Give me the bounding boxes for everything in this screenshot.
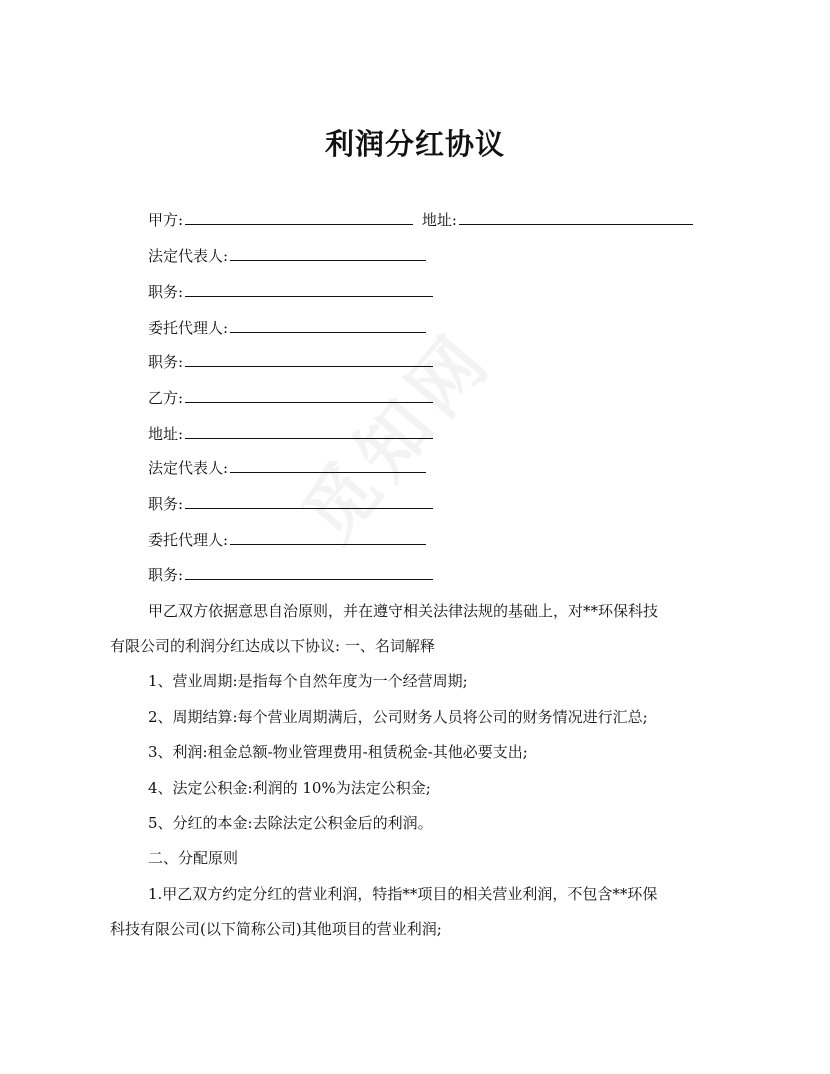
party-a-label: 甲方: [148,211,184,229]
party-a-legal-rep-line [148,246,426,266]
party-b-legal-rep-line [148,458,426,478]
party-a-legal-rep-blank[interactable] [230,247,426,261]
rule-1-line-1: 1.甲乙双方约定分红的营业利润，特指**项目的相关营业利润，不包含**环保 [148,885,658,903]
party-a-agent-blank[interactable] [230,319,426,333]
party-a-position-blank[interactable] [185,283,433,297]
party-b-agent-position-label: 职务: [148,566,184,584]
party-b-agent-label: 委托代理人: [148,531,229,549]
party-b-address-blank[interactable] [185,425,433,439]
party-a-agent-line [148,318,426,338]
party-a-address-blank[interactable] [459,211,693,225]
party-b-legal-rep-blank[interactable] [230,459,426,473]
document-title: 利润分红协议 [324,127,505,161]
party-b-blank[interactable] [185,389,433,403]
definition-4: 4、法定公积金:利润的 10%为法定公积金; [148,779,431,797]
party-b-agent-position-blank[interactable] [185,566,433,580]
definition-1: 1、营业周期:是指每个自然年度为一个经营周期; [148,672,468,690]
definition-3: 3、利润:租金总额-物业管理费用-租赁税金-其他必要支出; [148,743,528,761]
party-a-address-label: 地址: [421,211,457,229]
party-a-agent-label: 委托代理人: [148,319,229,337]
definition-2: 2、周期结算:每个营业周期满后，公司财务人员将公司的财务情况进行汇总; [148,708,648,726]
party-a-line [148,210,693,230]
party-a-legal-rep-label: 法定代表人: [148,247,229,265]
definition-5: 5、分红的本金:去除法定公积金后的利润。 [148,814,433,832]
rule-1-line-2: 科技有限公司(以下简称公司)其他项目的营业利润; [110,920,442,938]
party-a-agent-position-line [148,352,433,372]
party-a-position-line [148,282,433,302]
intro-paragraph-line-2: 有限公司的利润分红达成以下协议: 一、名词解释 [110,637,435,655]
party-b-address-label: 地址: [148,425,184,443]
party-a-agent-position-blank[interactable] [185,353,433,367]
party-b-label: 乙方: [148,389,184,407]
party-a-agent-position-label: 职务: [148,353,184,371]
party-b-line [148,388,433,408]
watermark: 觅知网 [286,314,509,558]
party-b-agent-blank[interactable] [230,531,426,545]
party-b-agent-line [148,530,426,550]
party-a-position-label: 职务: [148,283,184,301]
party-b-agent-position-line [148,565,433,585]
intro-paragraph-line-1: 甲乙双方依据意思自治原则，并在遵守相关法律法规的基础上，对**环保科技 [148,602,659,620]
party-b-position-line [148,494,433,514]
party-b-position-blank[interactable] [185,495,433,509]
party-b-legal-rep-label: 法定代表人: [148,459,229,477]
party-a-blank[interactable] [185,211,413,225]
party-b-address-line [148,424,433,444]
section-2-heading: 二、分配原则 [148,849,239,867]
party-b-position-label: 职务: [148,495,184,513]
